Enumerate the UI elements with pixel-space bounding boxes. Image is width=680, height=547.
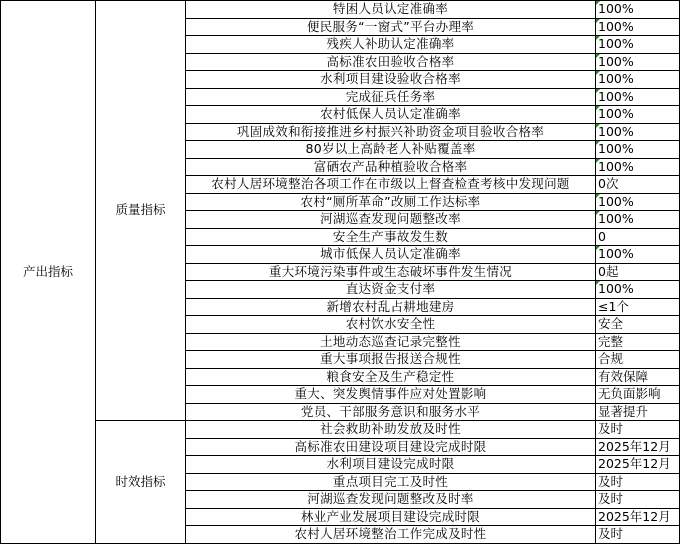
indicator-value-cell: 0次 [596, 176, 680, 194]
indicator-value-cell: 及时 [596, 526, 680, 544]
indicator-value-cell: 及时 [596, 491, 680, 509]
indicator-name-cell: 农村人居环境整治工作完成及时性 [186, 526, 596, 544]
indicator-value-cell: 无负面影响 [596, 386, 680, 404]
indicator-name-cell: 80岁以上高龄老人补贴覆盖率 [186, 141, 596, 159]
indicator-value-cell: 100% [596, 246, 680, 264]
indicator-name-cell: 河湖巡查发现问题整改率 [186, 211, 596, 229]
indicator-value-cell: 有效保障 [596, 368, 680, 386]
table-row [1, 421, 680, 439]
indicator-name-cell: 富硒农产品种植验收合格率 [186, 158, 596, 176]
category-level2-cell: 时效指标 [96, 421, 186, 544]
indicator-value-cell: 100% [596, 18, 680, 36]
indicator-value-cell: 0起 [596, 263, 680, 281]
indicator-name-cell: 高标准农田建设项目建设完成时限 [186, 438, 596, 456]
indicator-value-cell: 2025年12月 [596, 508, 680, 526]
indicator-value-cell: 100% [596, 211, 680, 229]
indicator-name-cell: 党员、干部服务意识和服务水平 [186, 403, 596, 421]
indicator-value-cell: 及时 [596, 473, 680, 491]
indicator-value-cell: 100% [596, 123, 680, 141]
indicator-value-cell: 完整 [596, 333, 680, 351]
indicator-name-cell: 林业产业发展项目建设完成时限 [186, 508, 596, 526]
indicator-value-cell: 合规 [596, 351, 680, 369]
indicator-name-cell: 重大事项报告报送合规性 [186, 351, 596, 369]
indicator-table-body [1, 1, 680, 544]
indicator-name-cell: 河湖巡查发现问题整改及时率 [186, 491, 596, 509]
indicator-name-cell: 农村低保人员认定准确率 [186, 106, 596, 124]
indicator-name-cell: 安全生产事故发生数 [186, 228, 596, 246]
indicator-value-cell: 2025年12月 [596, 456, 680, 474]
indicator-name-cell: 高标准农田验收合格率 [186, 53, 596, 71]
indicator-name-cell: 直达资金支付率 [186, 281, 596, 299]
indicator-value-cell: 及时 [596, 421, 680, 439]
indicator-name-cell: 农村人居环境整治各项工作在市级以上督查检查考核中发现问题 [186, 176, 596, 194]
indicator-name-cell: 重大、突发舆情事件应对处置影响 [186, 386, 596, 404]
indicator-name-cell: 残疾人补助认定准确率 [186, 36, 596, 54]
indicator-value-cell: ≤1个 [596, 298, 680, 316]
indicator-name-cell: 完成征兵任务率 [186, 88, 596, 106]
indicator-value-cell: 100% [596, 106, 680, 124]
indicator-name-cell: 土地动态巡查记录完整性 [186, 333, 596, 351]
indicator-value-cell: 100% [596, 141, 680, 159]
indicator-value-cell: 安全 [596, 316, 680, 334]
indicator-value-cell: 100% [596, 1, 680, 19]
indicator-value-cell: 100% [596, 158, 680, 176]
category-level2-cell: 质量指标 [96, 1, 186, 421]
indicator-value-cell: 2025年12月 [596, 438, 680, 456]
indicator-name-cell: 便民服务“一窗式”平台办理率 [186, 18, 596, 36]
indicator-name-cell: 城市低保人员认定准确率 [186, 246, 596, 264]
indicator-name-cell: 水利项目建设验收合格率 [186, 71, 596, 89]
indicator-value-cell: 100% [596, 281, 680, 299]
table-row [1, 1, 680, 19]
indicator-name-cell: 粮食安全及生产稳定性 [186, 368, 596, 386]
indicator-name-cell: 农村饮水安全性 [186, 316, 596, 334]
indicator-value-cell: 100% [596, 71, 680, 89]
indicator-value-cell: 显著提升 [596, 403, 680, 421]
indicator-name-cell: 新增农村乱占耕地建房 [186, 298, 596, 316]
indicator-value-cell: 100% [596, 36, 680, 54]
indicator-value-cell: 100% [596, 53, 680, 71]
indicator-name-cell: 农村“厕所革命”改厕工作达标率 [186, 193, 596, 211]
indicator-value-cell: 100% [596, 193, 680, 211]
indicator-name-cell: 重大环境污染事件或生态破坏事件发生情况 [186, 263, 596, 281]
indicator-name-cell: 巩固成效和衔接推进乡村振兴补助资金项目验收合格率 [186, 123, 596, 141]
indicator-name-cell: 重点项目完工及时性 [186, 473, 596, 491]
category-level1-cell: 产出指标 [1, 1, 96, 544]
indicator-name-cell: 社会救助补助发放及时性 [186, 421, 596, 439]
indicator-name-cell: 水利项目建设完成时限 [186, 456, 596, 474]
indicator-name-cell: 特困人员认定准确率 [186, 1, 596, 19]
indicator-value-cell: 0 [596, 228, 680, 246]
indicator-value-cell: 100% [596, 88, 680, 106]
